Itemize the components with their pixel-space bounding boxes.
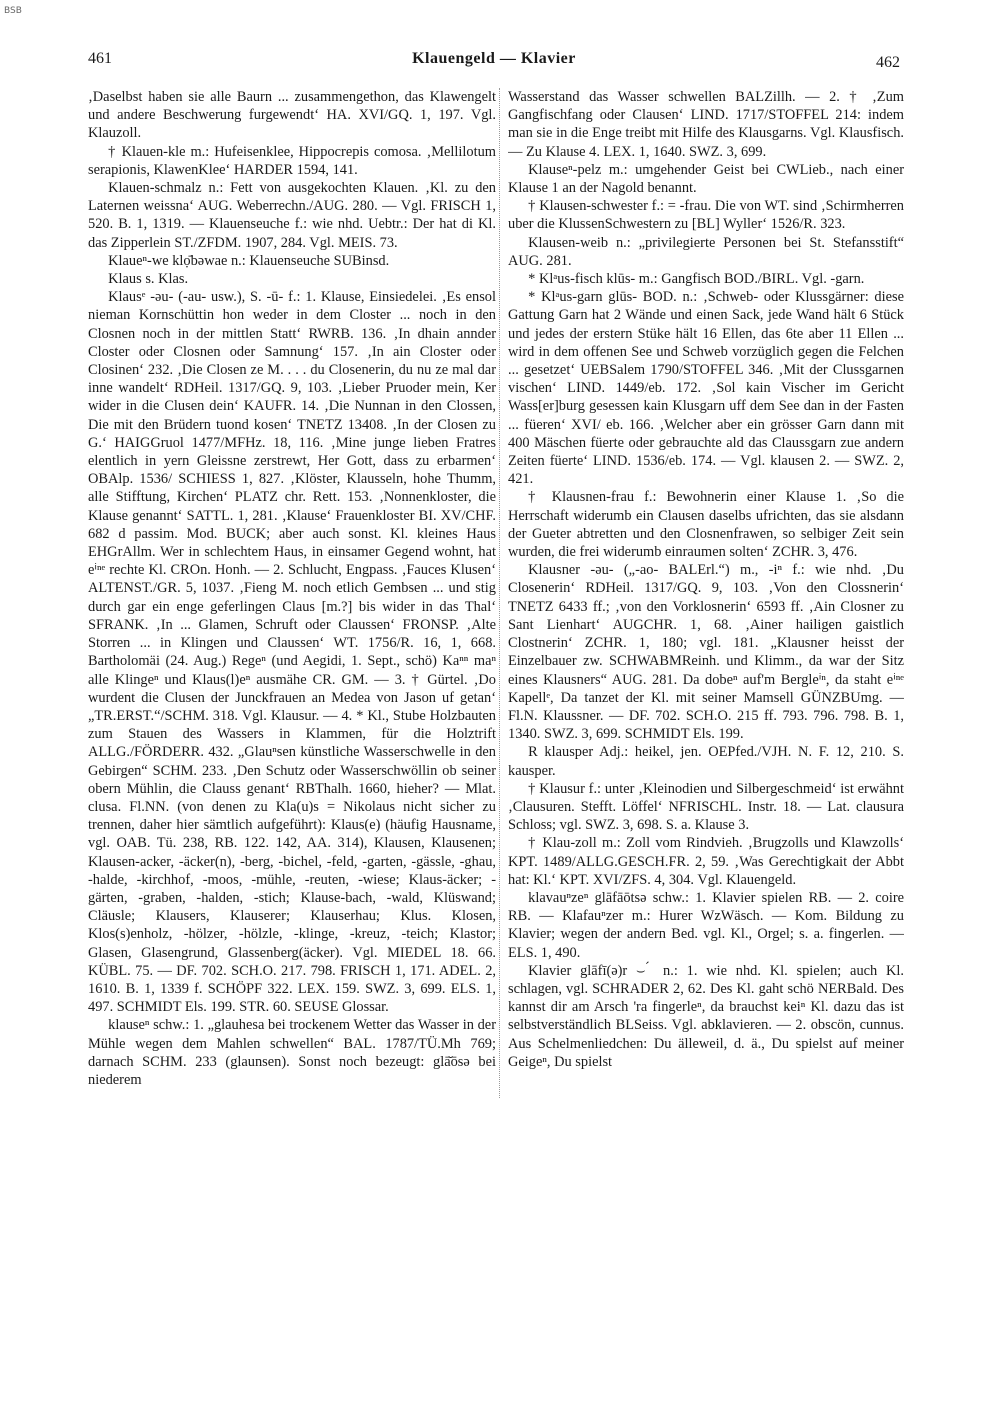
library-watermark: BSB bbox=[4, 6, 22, 16]
entry-klavier: Klavier glāfī(ə)r ⌣ ́ n.: 1. wie nhd. Kl. spielen; auch Kl. schlagen, vgl. SCHRADER 2, 62. Des Kl. gaht schö NERBald. Des kannst dir am Arsch 'ra fingerleⁿ, da brauchst keiⁿ Kl. dazu das ist selbstverständlich BLSeiss. Vgl. abklavieren. — 2. obscön, cunnus. Aus Schelmenliedchen: Du älleweil, d. ä., Du spielst auf meiner Geigeⁿ, Du spielst bbox=[508, 962, 904, 1070]
running-head: Klauengeld — Klavier bbox=[412, 50, 576, 67]
entry-klausnen-frau: † Klausnen-frau f.: Bewohnerin einer Klause 1. ‚So die Herrschaft widerumb ein Clausen daselbs ufrichten, das sie alsdann der Gueter abtretten und den Closnenfrawen, so selbiger Zeit sein wurden, die frei widerumb einraumen solten‘ ZCHR. 3, 476. bbox=[508, 489, 904, 561]
entry-klaus-fisch: * Klᵃus-fisch klūs- m.: Gangfisch BOD./BIRL. Vgl. -garn. bbox=[528, 271, 865, 288]
page-number-right: 462 bbox=[876, 54, 900, 71]
entry-klauen-we: Klaueⁿ-we klọ̄bəwae n.: Klauenseuche SUBinsd. bbox=[108, 252, 390, 269]
page-number-left: 461 bbox=[88, 50, 112, 67]
entry-klausen-weib: Klausen-weib n.: „privilegierte Personen bei St. Stefansstift“ AUG. 281. bbox=[508, 234, 904, 269]
right-column bbox=[508, 88, 904, 1388]
entry-klausner: Klausner -əu- („-ao- BALErl.“) m., -iⁿ f.: wie nhd. ‚Du Closenerin‘ RDHeil. 1317/GQ. 9, 103. ‚Von den Clossnerin‘ TNETZ 6433 ff.; ‚von den Vorklosnerin‘ 6593 ff. ‚Ain Closner zu Sant Lienhart‘ AUGCHR. 1, 68. ‚Ainer hailigen gaistlich Clostnerin‘ ZCHR. 1, 180; vgl. 181. „Klausner heisst der Einzelbauer zw. SCHWABMReinh. und Klimm., da war der Sitz eines Klausners“ AUG. 281. Da dobeⁿ auf'm Bergleⁱⁿ, da staht eⁱⁿᵉ Kapellᵉ, Da tanzet der Kl. mit seiner Mamsell GÜNZBUmg. — Fl.N. Klaussner. — DF. 702. SCH.O. 215 ff. 793. 796. 798. B. 1, 1340. SWZ. 3, 699. SCHMIDT Els. 199. bbox=[508, 562, 904, 743]
entry-klauen-kle: † Klauen-kle m.: Hufeisenklee, Hippocrepis comosa. ‚Mellilotum serapionis, KlawenKlee‘ HARDER 1594, 141. bbox=[88, 143, 496, 178]
entry-klausur: † Klausur f.: unter ‚Kleinodien und Silbergeschmeid‘ ist erwähnt ‚Clausuren. Stefft. Löffel‘ NFRISCHL. Instr. 18. — Lat. clausura Schloss; vgl. SWZ. 3, 698. S. a. Klause 3. bbox=[508, 780, 904, 834]
column-divider bbox=[499, 88, 500, 1098]
entry-klausen-pelz: Klauseⁿ-pelz m.: umgehender Geist bei CWLieb., nach einer Klause 1 an der Nagold benannt. bbox=[508, 161, 904, 197]
entry-klausen-schwester: † Klausen-schwester f.: = -frau. Die von WT. sind ‚Schirmherren uber die KlussenSchwestern zu [BL] Wyller‘ 1526/R. 323. bbox=[508, 198, 904, 233]
entry-klauen-schmalz: Klauen-schmalz n.: Fett von ausgekochten Klauen. ‚Kl. zu den Laternen weissna‘ AUG. Weberrechn./AUG. 280. — Vgl. FRISCH 1, 520. B. 1, 1319. — Klauenseuche f.: wie nhd. Uebtr.: Der hat di Kl. das Zipperlein ST./ZFDM. 1907, 284. Vgl. MEIS. 73. bbox=[88, 180, 496, 251]
page-header bbox=[88, 50, 900, 76]
entry-klau-zoll: † Klau-zoll m.: Zoll vom Rindvieh. ‚Brugzolls und Klawzolls‘ KPT. 1489/ALLG.GESCH.FR. 2, 59. ‚Was Gerechtigkait der Abbt hat: Kl.‘ KPT. XVI/ZFS. 4, 304. Vgl. Klauengeld. bbox=[508, 835, 904, 888]
entry-klaus-garn: * Klᵃus-garn glūs- BOD. n.: ‚Schweb- oder Klussgärner: diese Gattung Garn hat 2 Wände und einen Sack, jede Wand hält 6 Stück und jedes der erstern Stüke hält 16 Ellen, das 6te aber 11 Ellen ... wird in dem offenen See und Schweb vorzüglich gegen die Felchen ... gesetzet‘ UEBSalem 1790/STOFFEL 346. ‚Mit der Clussgarnen vischen‘ LIND. 1449/eb. 172. ‚Sol kain Vischer im Gericht Wass[er]burg gesessen kain Klusgarn uff dem See dan in der Fasten ... füeren‘ XVI/ eb. 166. ‚Welcher aber ein grösser Garn dann mit 400 Mäschen füerte oder gebrauchte ald das Claussgarn zue andern Zeiten füerte‘ LIND. 1536/eb. 174. — Vgl. klausen 2. — SWZ. 2, 421. bbox=[508, 289, 904, 488]
entry-klause: Klausᵉ -əu- (-au- usw.), S. -ū- f.: 1. Klause, Einsiedelei. ‚Es ensol nieman Kornschüttin hon weder in dem Closter ... noch in den Closnen noch in der mittlen Statt‘ RWRB. 136. ‚In dhain annder Closter oder Closnen oder Samnung‘ 157. ‚In ain Closter oder Closinen‘ 232. ‚Die Closen ze M. . . . du Closenerin, du nu ze mal dar inne wandelt‘ RDHeil. 1317/GQ. 9, 103. ‚Lieber Pruoder mein, Ker wider in die Clusen dein‘ KAUFR. 14. ‚Die Nunnan in den Clossen, Die mit den Brüdern tuond kosen‘ TNETZ 13408. ‚In der Closen zu G.‘ HAIGGruol 1477/MFHz. 18, 116. ‚Mine junge lieben Fratres elentlich in yern Gleissne zerstrewt, Her Gott, dass zu erbarmen‘ OBAlp. 1536/ SCHIESS 1, 827. ‚Klöster, Klausseln, hohe Thumm, alle Stifftung, Kirchen‘ PLATZ chr. Rett. 153. ‚Nonnenkloster, die Klause genannt‘ SATTL. 1, 281. ‚Klause‘ Frauenkloster BI. XV/CHF. 682 d passim. Mod. BUCK; aber auch sonst. Kl. kleines Haus EHGrAllm. Wer in schlechtem Haus, in einsamer Gegend wohnt, hat eⁱⁿᵉ rechte Kl. CROn. Honh. — 2. Schlucht, Engpass. ‚Fauces Klusen‘ ALTENST./GR. 5, 1037. ‚Fieng M. noch etlich Gembsen ... und stig durch gar ein enge geferlingen Claus [m.?] bis wider in das Thal‘ SFRANK. ‚In ... Glamen, Schruft oder Claussen‘ FRONSP. ‚Alte Storren ... in Klingen und Claussen‘ WT. 1756/R. 16, 1, 668. Bartholomäi (24. Aug.) Regeⁿ (und Aegidi, 1. Sept., schö) Kaⁿⁿ maⁿ alle Klingeⁿ und Klaus(l)eⁿ ausmähe CR. GM. — 3. † Gürtel. ‚Do wurdent die Clusen der Junckfrauen an Medea von Jason uf getan‘ „TR.ERST.“/SCHM. 318. Vgl. Klausur. — 4. * Kl., Stube Holzbauten zum Stauen des Wassers in Klammen, für die Holztrift ALLG./FÖRDERR. 432. „Glauⁿsen künstliche Wasserschwelle in den Gebirgen“ SCHM. 233. ‚Den Schutz oder Wasserschwöllin ob seiner obern Mühlin, die Clauss genant‘ RBThalh. 1660, hieher? — Mlat. clusa. Fl.NN. (von denen zu Kla(u)s = Nikolaus nicht sicher zu trennen, daher hier sämtlich aufgeführt): Klaus(e) (häufig Hausname, vgl. OAB. Tü. 238, RB. 122. 142, AA. 314), Klausen, Klausenen; Klausen-acker, -äcker(n), -berg, -bichel, -feld, -garten, -gässle, -ghau, -halde, -kirchhof, -moos, -mühle, -reuten, -wiese; Klaus-äcker; -gärten, -graben, -halden, -stich; Klause-bach, -wald, Klüswand; Cläusle; Klausers, Klauserer; Klauserhau; Klus. Klosen, Klos(s)enholz, -hölzer, -hölzle, -klinge, -kreuz, -teich; Klastor; Glasen, Glasengrund, Glassenberg(äcker). Vgl. MIEDEL 18. 66. KÜBL. 75. — DF. 702. SCH.O. 217. 798. FRISCH 1, 171. ADEL. 2, 1610. B. 1, 1339 f. SCHÖPF 322. LEX. 159. SWZ. 3, 699. ELS. 1, 497. SCHMIDT Els. 199. STR. 60. SEUSE Glossar. bbox=[88, 289, 496, 1016]
entry-klauengeld-cont: ‚Daselbst haben sie alle Baurn ... zusammengethon, das Klawengelt und andere Beschwerung furgewendt‘ HA. XVI/GQ. 1, 197. Vgl. Klauzoll. bbox=[88, 89, 496, 142]
entry-klaus: Klaus s. Klas. bbox=[108, 271, 189, 288]
entry-klausper: R klausper Adj.: heikel, jen. OEPfed./VJH. N. F. 12, 210. S. kausper. bbox=[508, 744, 904, 779]
left-column bbox=[88, 88, 496, 1388]
entry-klausen-cont: Wasserstand das Wasser schwellen BALZillh. — 2. † ‚Zum Gangfischfang oder Clausen‘ LIND. 1717/STOFFEL 214: indem man sie in die Enge treibt mit Hilfe des Klausgarns. Vgl. Klausfisch. — Zu Klause 4. LEX. 1, 1640. SWZ. 3, 699. bbox=[508, 89, 904, 160]
entry-klavaunzen: klavauⁿzeⁿ glāfāōtsə schw.: 1. Klavier spielen RB. — 2. coire RB. — Klafauⁿzer m.: Hurer WzWäsch. — Kom. Bildung zu Klavier; wegen der andern Bed. vgl. Kl., Orgel; s. a. fingerlen. — ELS. 1, 490. bbox=[508, 889, 904, 961]
entry-klausen: klauseⁿ schw.: 1. „glauhesa bei trockenem Wetter das Wasser in der Mühle wegen dem Mahlen schwellen“ BAL. 1787/TÜ.Mh 769; darnach SCHM. 233 (glaunsen). Sonst noch bezeugt: glā̆ōsə bei niederem bbox=[88, 1017, 496, 1088]
